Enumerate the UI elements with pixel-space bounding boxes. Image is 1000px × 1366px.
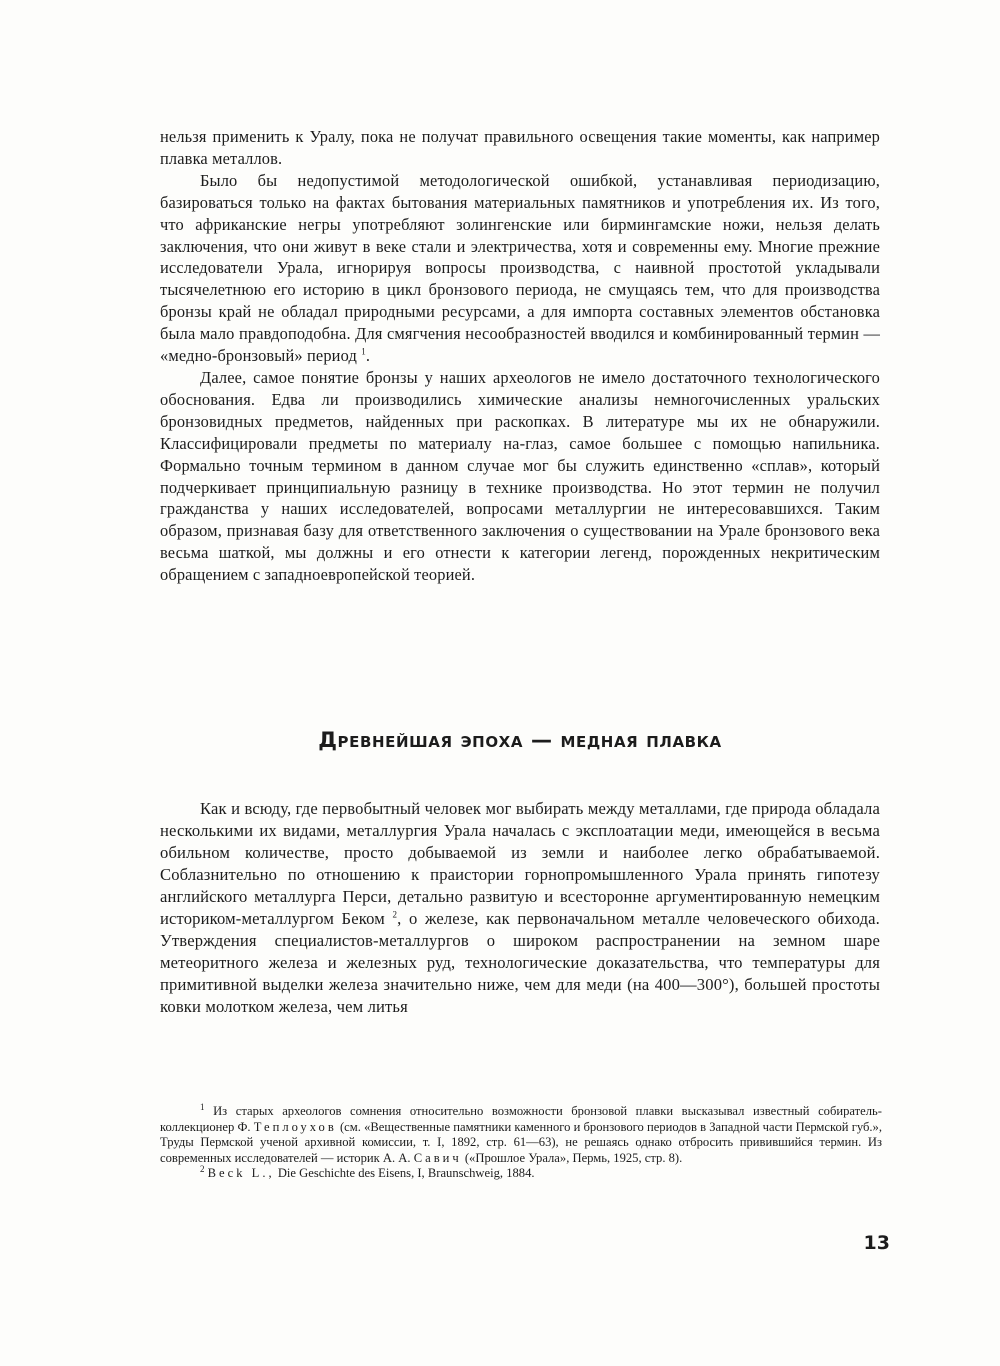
footnote-text: Die Geschichte des Eisens, I, Braunschweig, 1884.: [274, 1166, 535, 1181]
section-text-block: [160, 798, 880, 1018]
continued-text-block: [160, 126, 880, 586]
section-heading: Древнейшая эпоха — медная плавка: [318, 728, 722, 752]
paragraph: [160, 798, 880, 1018]
paragraph-text: Было бы недопустимой методологической ошибкой, устанавливая периодизацию, базироваться только на фактах бытования материальных памятников и употребления их. Из того, что африканские негры употребляют золингенские или бирмингамские ножи, нельзя делать заключения, что они живут в веке стали и электричества, хотя и современны ему. Многие прежние исследователи Урала, игнорируя вопросы производства, с наивной простотой укладывали тысячелетнюю его историю в цикл бронзового периода, не смущаясь тем, что для производства бронзы край не обладал природными ресурсами, а для импорта составных элементов обстановка была мало правдоподобна. Для смягчения несообразностей вводился и комбинированный термин — «медно-бронзовый» период: [160, 170, 880, 366]
author-name: Теплоухов: [253, 1119, 337, 1134]
paragraph: нельзя применить к Уралу, пока не получат правильного освещения такие моменты, как например плавка металлов.: [160, 127, 880, 168]
footnote-text: Из старых археологов сомнения относительно возможности бронзовой плавки высказывал известный собиратель-коллекционер Ф.: [160, 1104, 882, 1134]
page-number: 13: [863, 1232, 890, 1254]
footnote-reference[interactable]: 1: [361, 346, 366, 357]
sentence-end: .: [365, 346, 371, 366]
author-name: Савич: [413, 1150, 462, 1165]
footnote: [160, 1166, 882, 1182]
footnote-mark: 2: [200, 1164, 205, 1175]
footnotes: [160, 1101, 882, 1182]
footnote-text: (см. «Вещественные памятники каменного и бронзового периодов в Западной части Пермской губ.», Труды Пермской ученой архивной комиссии, т. I, 1892, стр. 61—63), не решаясь однако отбросить привившийся термин. Из современных исследователей — историк А. А.: [160, 1119, 882, 1165]
paragraph-text: Как и всюду, где первобытный человек мог выбирать между металлами, где природа обладала несколькими их видами, металлургия Урала началась с эксплоатации меди, имеющейся в весьма обильном количестве, просто добываемой из земли и наиболее легко обрабатываемой. Соблазнительно по отношению к праистории горнопромышленного Урала принять гипотезу английского металлурга Перси, детально развитую и всесторонне аргументированную немецким историком-металлургом Беком: [160, 799, 880, 928]
author-name: Beck L.,: [207, 1166, 275, 1181]
footnote: [160, 1101, 882, 1166]
paragraph: [160, 170, 880, 367]
paragraph: Далее, самое понятие бронзы у наших археологов не имело достаточного технологического обоснования. Едва ли производились химические анализы немногочисленных уральских бронзовидных предметов, найденных при раскопках. В литературе мы их не обнаружили. Классифицировали предметы по материалу на-глаз, самое большее с помощью напильника. Формально точным термином в данном случае мог бы служить единственно «сплав», который подчеркивает принципиальную разницу в технике производства. Но этот термин не получил гражданства у наших исследователей, вопросами металлургии не интересовавшихся. Таким образом, признавая базу для ответственного заключения о существовании на Урале бронзового века весьма шаткой, мы должны и его отнести к категории легенд, порожденных некритическим обращением с западноевропейской теорией.: [160, 367, 880, 585]
footnote-reference[interactable]: 2: [392, 909, 398, 920]
footnote-mark: 1: [200, 1101, 205, 1112]
footnote-text: («Прошлое Урала», Пермь, 1925, стр. 8).: [461, 1150, 683, 1165]
paragraph-text: , о железе, как первоначальном металле человеческого обихода. Утверждения специалистов-металлургов о широком распространении на земном шаре метеоритного железа и железных руд, технологические доказательства, что температуры для примитивной выделки железа значительно ниже, чем для меди (на 400—300°), большей простоты ковки молотком железа, чем литья: [160, 909, 880, 1016]
